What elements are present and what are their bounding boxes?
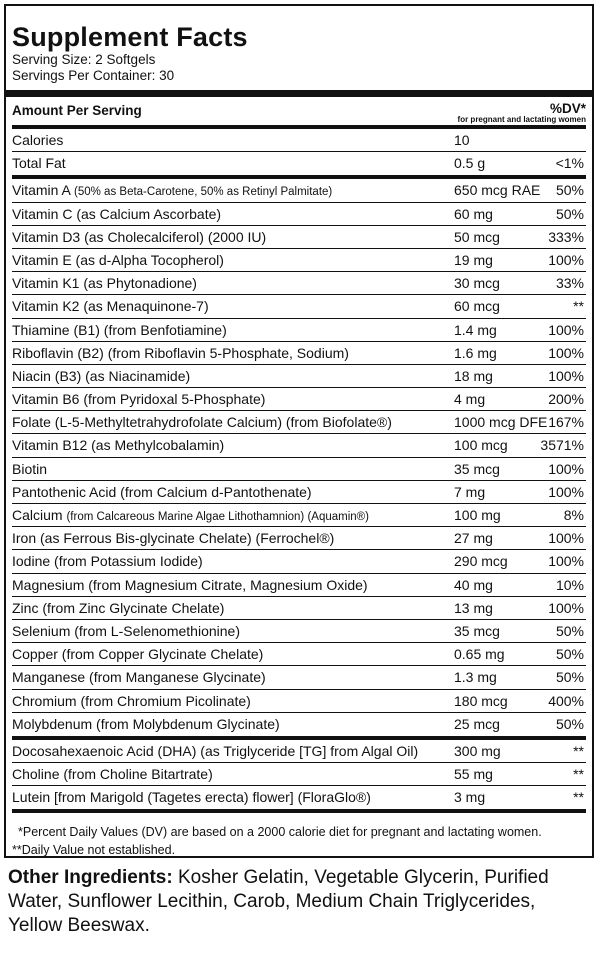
nutrient-dv: 100% [548, 483, 584, 500]
nutrient-name: Total Fat [12, 155, 66, 172]
nutrient-name: Biotin [12, 460, 48, 477]
nutrient-dv: 100% [548, 530, 584, 547]
footnote-not-established: **Daily Value not established. [12, 843, 176, 858]
nutrient-row [12, 527, 586, 550]
nutrient-source: (from Calcareous Marine Algae Lithothamnion) (Aquamin®) [66, 511, 369, 523]
nutrient-name: Molybdenum (from Molybdenum Glycinate) [12, 715, 280, 732]
amount-per-serving-label: Amount Per Serving [12, 103, 142, 118]
nutrient-name-line [12, 182, 332, 198]
nutrient-name: Vitamin B6 (from Pyridoxal 5-Phosphate) [12, 391, 266, 408]
nutrient-dv: 400% [548, 692, 584, 709]
nutrient-name: Iodine (from Potassium Iodide) [12, 553, 203, 570]
nutrient-dv: 3571% [540, 437, 584, 454]
nutrient-dv: 10% [555, 576, 584, 593]
nutrient-dv: 100% [548, 321, 584, 338]
nutrient-amount: 40 mg [454, 576, 493, 593]
nutrient-row [12, 666, 586, 689]
nutrient-amount: 1.3 mg [454, 669, 497, 686]
nutrient-row [12, 319, 586, 342]
nutrient-amount: 27 mg [454, 530, 493, 547]
nutrient-name: Calories [12, 132, 64, 148]
other-ingredients [8, 866, 594, 938]
supplement-facts-panel [4, 4, 594, 858]
nutrient-dv: 100% [548, 599, 584, 616]
nutrient-amount: 1000 mcg DFE [454, 414, 548, 431]
nutrient-name: Folate (L-5-Methyltetrahydrofolate Calcium) (from Biofolate®) [12, 414, 392, 431]
nutrient-name: Niacin (B3) (as Niacinamide) [12, 367, 191, 384]
nutrient-dv: 50% [555, 669, 584, 686]
nutrient-dv: 8% [563, 507, 584, 523]
nutrient-name: Zinc (from Zinc Glycinate Chelate) [12, 599, 225, 616]
nutrient-amount: 100 mcg [454, 437, 508, 454]
nutrient-name: Manganese (from Manganese Glycinate) [12, 669, 266, 686]
nutrient-amount: 1.4 mg [454, 321, 497, 338]
nutrient-row [12, 272, 586, 295]
nutrient-amount: 300 mg [454, 742, 501, 759]
nutrient-name: Vitamin D3 (as Cholecalciferol) (2000 IU) [12, 228, 267, 245]
other-ingredients-label: Other Ingredients: [8, 867, 173, 888]
nutrient-amount: 290 mcg [454, 553, 508, 570]
nutrient-dv: 100% [548, 460, 584, 477]
nutrient-dv: ** [573, 789, 584, 806]
column-header [12, 97, 586, 125]
nutrient-name: Riboflavin (B2) (from Riboflavin 5-Phosphate, Sodium) [12, 344, 349, 361]
nutrient-dv: ** [573, 766, 584, 783]
nutrient-row [12, 481, 586, 504]
nutrient-dv: 167% [548, 414, 584, 431]
nutrient-amount: 35 mcg [454, 460, 500, 477]
group-vitamins-minerals [12, 179, 586, 736]
servings-per-container: Servings Per Container: 30 [12, 68, 175, 83]
nutrient-row [12, 458, 586, 481]
nutrient-row [12, 574, 586, 597]
nutrient-name: Vitamin K2 (as Menaquinone-7) [12, 298, 209, 315]
footnotes [12, 813, 586, 859]
nutrient-row [12, 597, 586, 620]
nutrient-row [12, 763, 586, 786]
nutrient-source: (50% as Beta-Carotene, 50% as Retinyl Palmitate) [74, 186, 333, 199]
nutrient-amount: 30 mcg [454, 275, 500, 292]
nutrient-amount: 50 mcg [454, 228, 500, 245]
nutrient-row [12, 620, 586, 643]
nutrient-dv: 50% [555, 182, 584, 199]
nutrient-amount: 10 [454, 132, 470, 148]
nutrient-dv: 100% [548, 553, 584, 570]
dv-header: %DV* [549, 101, 586, 116]
nutrient-name: Choline (from Choline Bitartrate) [12, 766, 213, 783]
nutrient-name: Selenium (from L-Selenomethionine) [12, 622, 240, 639]
nutrient-dv: 333% [548, 228, 584, 245]
nutrient-dv: 100% [548, 251, 584, 268]
nutrient-amount: 100 mg [454, 507, 501, 523]
nutrient-dv: 50% [555, 646, 584, 663]
nutrient-amount: 7 mg [454, 483, 486, 500]
nutrient-row [12, 129, 586, 152]
nutrient-row [12, 295, 586, 318]
nutrient-row [12, 365, 586, 388]
nutrient-amount: 25 mcg [454, 715, 500, 732]
nutrient-row [12, 388, 586, 411]
nutrient-amount: 60 mg [454, 205, 493, 222]
nutrient-name-line [12, 507, 369, 523]
nutrient-amount: 650 mcg RAE [454, 182, 541, 199]
nutrient-name: Vitamin A [12, 182, 75, 199]
nutrient-row [12, 690, 586, 713]
nutrient-name: Docosahexaenoic Acid (DHA) (as Triglyceride [TG] from Algal Oil) [12, 742, 419, 759]
nutrient-dv: 50% [555, 622, 584, 639]
nutrient-dv: 100% [548, 367, 584, 384]
footnote-dv: *Percent Daily Values (DV) are based on a 2000 calorie diet for pregnant and lactating women. [18, 825, 542, 840]
nutrient-row [12, 179, 586, 202]
nutrient-dv: ** [573, 742, 584, 759]
nutrient-dv: 33% [555, 275, 584, 292]
nutrient-name: Vitamin C (as Calcium Ascorbate) [12, 205, 222, 222]
nutrient-name: Iron (as Ferrous Bis-glycinate Chelate) (Ferrochel®) [12, 530, 335, 547]
nutrient-amount: 4 mg [454, 391, 486, 408]
nutrient-amount: 18 mg [454, 367, 493, 384]
nutrient-name: Copper (from Copper Glycinate Chelate) [12, 646, 264, 663]
nutrient-name: Magnesium (from Magnesium Citrate, Magnesium Oxide) [12, 576, 368, 593]
nutrient-name: Calcium [12, 507, 67, 523]
nutrient-row [12, 550, 586, 573]
nutrient-row [12, 249, 586, 272]
nutrient-dv: 100% [548, 344, 584, 361]
nutrient-name: Thiamine (B1) (from Benfotiamine) [12, 321, 227, 338]
nutrient-dv: 50% [555, 715, 584, 732]
nutrient-amount: 0.5 g [454, 155, 486, 172]
nutrient-amount: 0.65 mg [454, 646, 505, 663]
nutrient-name: Vitamin E (as d-Alpha Tocopherol) [12, 251, 224, 268]
nutrient-row [12, 342, 586, 365]
nutrient-name: Lutein [from Marigold (Tagetes erecta) flower] (FloraGlo®) [12, 789, 371, 806]
nutrient-amount: 60 mcg [454, 298, 500, 315]
nutrient-amount: 1.6 mg [454, 344, 497, 361]
nutrient-amount: 19 mg [454, 251, 493, 268]
nutrient-row [12, 786, 586, 809]
nutrient-dv: 50% [555, 205, 584, 222]
nutrient-row [12, 203, 586, 226]
nutrient-name: Pantothenic Acid (from Calcium d-Pantothenate) [12, 483, 312, 500]
serving-size: Serving Size: 2 Softgels [12, 52, 156, 67]
nutrient-row [12, 434, 586, 457]
nutrient-amount: 180 mcg [454, 692, 508, 709]
group-basics [12, 129, 586, 175]
nutrient-row [12, 226, 586, 249]
nutrient-row [12, 504, 586, 527]
panel-title: Supplement Facts [12, 22, 248, 52]
other-ingredients-text: Kosher Gelatin, Vegetable Glycerin, Purified Water, Sunflower Lecithin, Carob, Medium Chain Triglycerides, Yellow Beeswax. [8, 867, 549, 936]
nutrient-name: Vitamin K1 (as Phytonadione) [12, 275, 197, 292]
nutrient-dv: ** [573, 298, 584, 315]
nutrient-row [12, 152, 586, 175]
nutrient-amount: 55 mg [454, 766, 493, 783]
dv-subheader: for pregnant and lactating women [457, 115, 586, 124]
nutrient-amount: 3 mg [454, 789, 486, 806]
nutrient-dv: 200% [548, 391, 584, 408]
thick-divider [6, 90, 592, 97]
nutrient-row [12, 411, 586, 434]
nutrient-name: Vitamin B12 (as Methylcobalamin) [12, 437, 225, 454]
nutrient-amount: 13 mg [454, 599, 493, 616]
nutrient-amount: 35 mcg [454, 622, 500, 639]
nutrient-name: Chromium (from Chromium Picolinate) [12, 692, 251, 709]
nutrient-row [12, 713, 586, 736]
group-other-nutrients [12, 740, 586, 810]
nutrient-dv: <1% [555, 155, 584, 172]
nutrient-row [12, 643, 586, 666]
nutrient-row [12, 740, 586, 763]
